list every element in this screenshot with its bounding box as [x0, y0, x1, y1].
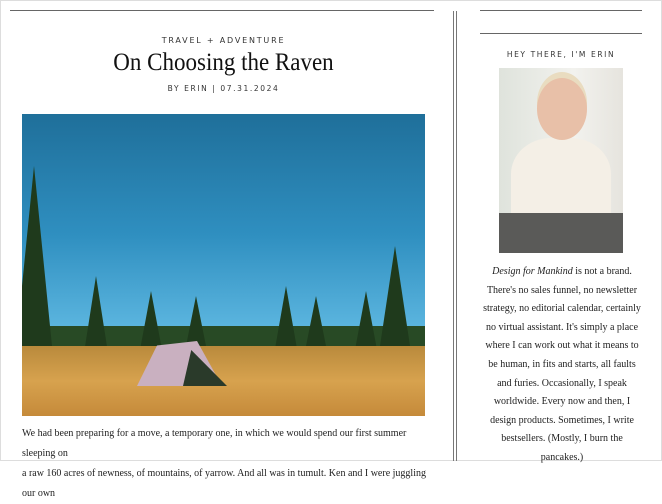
divider [10, 10, 434, 11]
column-divider [453, 11, 454, 461]
body-line: a raw 160 acres of newness, of mountains, of yarrow. And all was in tumult. Ken and I were juggling our own [22, 468, 426, 499]
author-bio [482, 263, 642, 468]
divider [480, 33, 642, 34]
divider [480, 10, 642, 11]
sidebar-heading: HEY THERE, I'M ERIN [506, 50, 616, 59]
column-divider [456, 11, 457, 461]
author-photo [499, 68, 623, 253]
post-title: On Choosing the Raven [113, 49, 334, 76]
brand-name: Design for Mankind [492, 266, 573, 277]
post-body [22, 424, 432, 504]
hero-image-tent-meadow [22, 114, 425, 416]
post-category[interactable]: TRAVEL + ADVENTURE [161, 36, 286, 45]
post-byline: BY ERIN | 07.31.2024 [167, 84, 280, 93]
body-line: We had been preparing for a move, a temporary one, in which we would spend our first summer sleeping on [22, 428, 407, 459]
bio-text: is not a brand. There's no sales funnel, no newsletter strategy, no editorial calendar, certainly no virtual assistant. It's simply a place where I can work out what it means to be human, in fits and starts, all faults and furies. Occasionally, I speak worldwide. Every now and then, I design products. Sometimes, I write bestsellers. (Mostly, I burn the pancakes.) [483, 266, 641, 463]
